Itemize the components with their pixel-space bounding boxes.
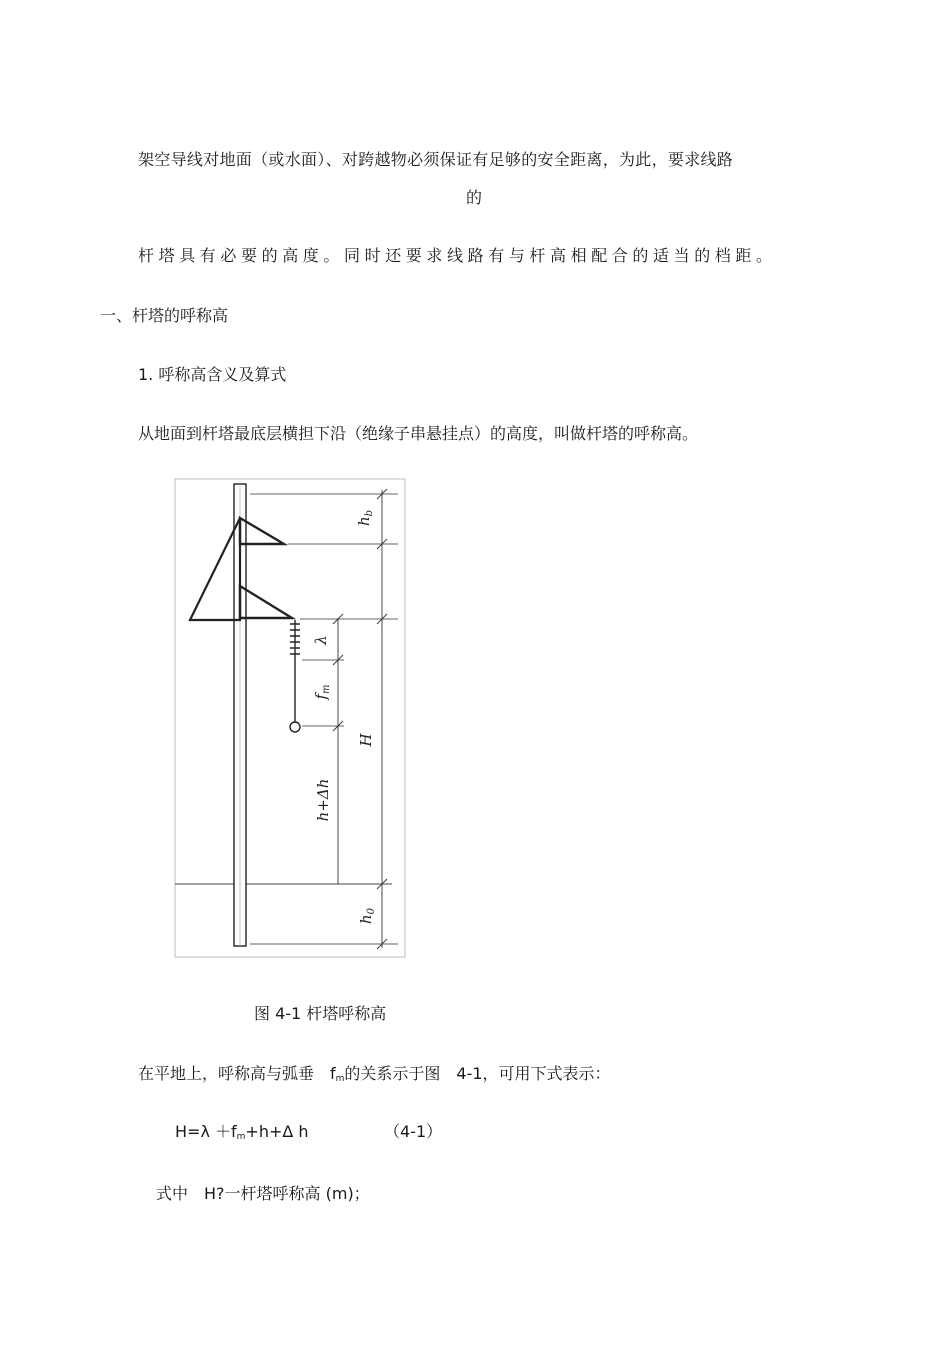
label-H: H	[357, 733, 375, 747]
equation-number: （4-1）	[384, 1122, 443, 1141]
equation-subscript: m	[236, 1132, 246, 1142]
section-heading: 一、杆塔的呼称高	[100, 306, 229, 325]
relation-paragraph	[138, 1064, 611, 1089]
intro-paragraph-wrap: 的	[466, 188, 483, 207]
figure-caption: 图 4-1 杆塔呼称高	[254, 1004, 387, 1023]
intro-paragraph-line1: 架空导线对地面（或水面）、对跨越物必须保证有足够的安全距离，为此，要求线路	[138, 150, 734, 169]
equation	[175, 1122, 309, 1147]
lower-crossarm	[240, 586, 292, 618]
where-definition: 式中 H?一杆塔呼称高 (m)；	[156, 1184, 370, 1203]
subsection-heading: 1. 呼称高含义及算式	[138, 365, 287, 384]
crossarm-triangle	[190, 518, 240, 620]
tower-height-diagram	[174, 478, 406, 958]
label-lambda: λ	[312, 635, 330, 645]
label-hb: $h_b$	[355, 509, 375, 527]
relation-subscript: m	[335, 1074, 345, 1084]
definition-paragraph: 从地面到杆塔最底层横担下沿（绝缘子串悬挂点）的高度，叫做杆塔的呼称高。	[138, 424, 699, 443]
label-h0: $h_0$	[357, 907, 377, 925]
relation-text-a: 在平地上，呼称高与弧垂 f	[138, 1064, 336, 1083]
equation-part-b: +h+Δ h	[245, 1122, 309, 1141]
intro-paragraph-line2: 杆塔具有必要的高度。同时还要求线路有与杆高相配合的适当的档距。	[138, 246, 777, 265]
label-h-delta-h: h+Δh	[314, 778, 332, 822]
relation-text-b: 的关系示于图 4-1，可用下式表示：	[344, 1064, 611, 1083]
equation-part-a: H=λ ＋f	[175, 1122, 237, 1141]
label-fm: $f_m$	[312, 684, 332, 700]
insulator-string	[290, 620, 300, 732]
